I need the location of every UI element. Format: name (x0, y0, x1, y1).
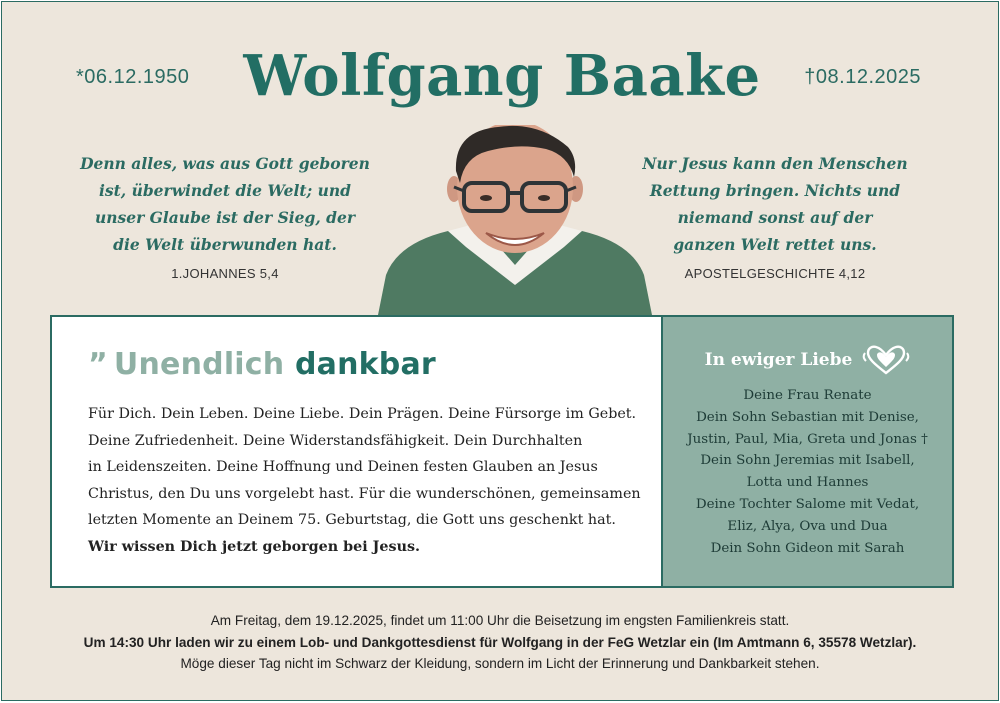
verse-line: Denn alles, was aus Gott geboren (80, 154, 370, 173)
family-line: Deine Tochter Salome mit Vedat, (695, 496, 920, 512)
bible-verse-left (80, 150, 370, 281)
family-line: Justin, Paul, Mia, Greta und Jonas † (687, 431, 928, 447)
body-line: Deine Zufriedenheit. Deine Widerstandsfähigkeit. Dein Durchhalten (88, 432, 583, 449)
verse-line: ist, überwindet die Welt; und (99, 181, 351, 200)
family-title (663, 345, 952, 375)
footer-line-service: Um 14:30 Uhr laden wir zu einem Lob- und Dankgottesdienst für Wolfgang in der FeG Wetzlar ein (Im Amtmann 6, 35578 Wetzlar). (83, 634, 917, 650)
footer-line-wish: Möge dieser Tag nicht im Schwarz der Kleidung, sondern im Licht der Erinnerung und Dankbarkeit stehen. (180, 656, 820, 671)
body-closing-line: Wir wissen Dich jetzt geborgen bei Jesus. (88, 538, 420, 555)
portrait-photo (378, 125, 652, 315)
gratitude-text (88, 401, 648, 561)
verse-line: ganzen Welt rettet uns. (673, 235, 877, 254)
deceased-name: Wolfgang Baake (243, 43, 761, 109)
family-box (663, 315, 954, 588)
footer-line-burial: Am Freitag, dem 19.12.2025, findet um 11:00 Uhr die Beisetzung im engsten Familienkreis statt. (210, 613, 790, 628)
gratitude-box (50, 315, 663, 588)
verse-line: niemand sonst auf der (677, 208, 873, 227)
family-line: Dein Sohn Sebastian mit Denise, (696, 409, 919, 425)
verse-right-text (630, 150, 920, 258)
obituary-card (1, 1, 999, 701)
gratitude-headline (88, 347, 436, 382)
bible-verse-right (630, 150, 920, 281)
verse-line: die Welt überwunden hat. (113, 235, 337, 254)
family-line: Lotta und Hannes (746, 475, 869, 491)
family-line: Dein Sohn Jeremias mit Isabell, (700, 453, 915, 469)
death-date: †08.12.2025 (804, 66, 921, 88)
verse-right-reference: APOSTELGESCHICHTE 4,12 (684, 266, 866, 281)
family-line: Deine Frau Renate (743, 388, 872, 403)
birth-date: *06.12.1950 (76, 66, 190, 88)
family-line: Dein Sohn Gideon mit Sarah (710, 540, 905, 556)
family-line: Eliz, Alya, Ova und Dua (727, 518, 888, 534)
body-line: Christus, den Du uns vorgelebt hast. Für die wunderschönen, gemeinsamen (88, 485, 641, 502)
verse-left-text (80, 150, 370, 258)
heart-ornament-icon (862, 345, 910, 375)
headline-light: Unendlich (113, 347, 285, 382)
body-line: Für Dich. Dein Leben. Deine Liebe. Dein Prägen. Deine Fürsorge im Gebet. (88, 406, 637, 422)
verse-left-reference: 1.JOHANNES 5,4 (171, 266, 279, 281)
verse-line: Rettung bringen. Nichts und (649, 181, 901, 200)
body-line: in Leidenszeiten. Deine Hoffnung und Deinen festen Glauben an Jesus (88, 459, 598, 476)
body-line: letzten Momente an Deinem 75. Geburtstag, die Gott uns geschenkt hat. (88, 512, 616, 529)
verse-line: unser Glaube ist der Sieg, der (94, 208, 356, 227)
family-title-text: In ewiger Liebe (704, 350, 853, 370)
quote-mark-icon: ” (88, 347, 108, 382)
verse-line: Nur Jesus kann den Menschen (642, 154, 908, 173)
headline-dark: dankbar (294, 347, 436, 382)
family-list (663, 385, 952, 559)
service-info (2, 610, 998, 675)
